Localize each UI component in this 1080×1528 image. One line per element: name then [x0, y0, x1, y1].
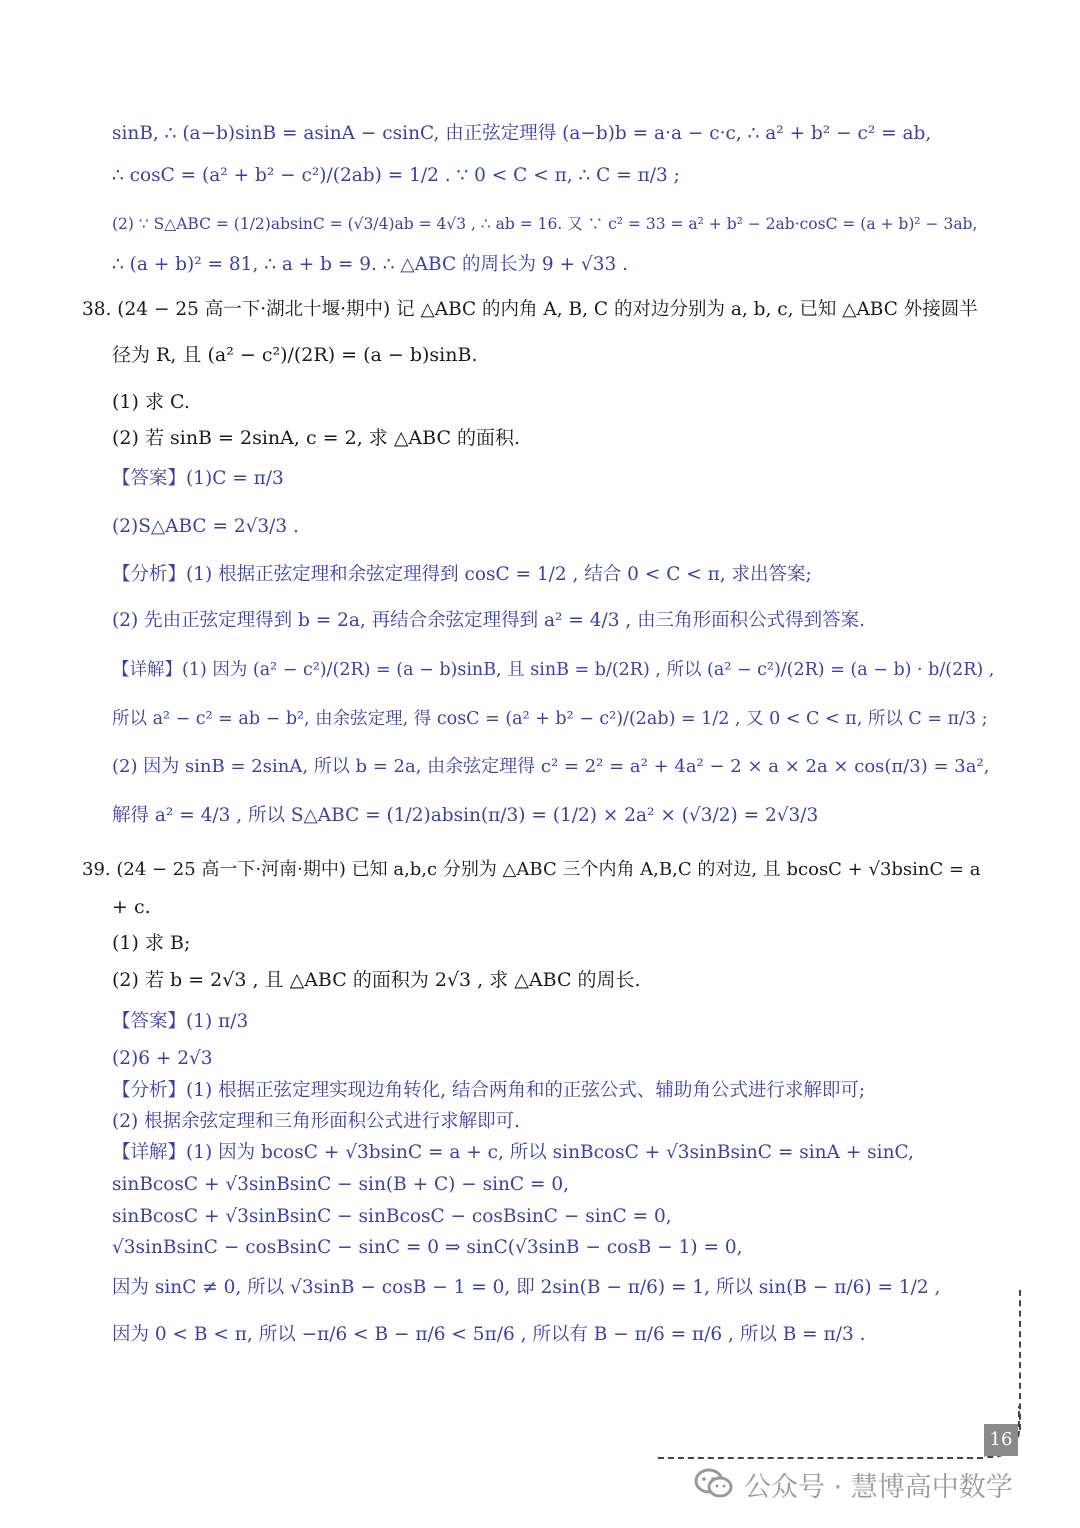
text-line: ∴ cosC = (a² + b² − c²)/(2ab) = 1/2 . ∵ 0 < C < π, ∴ C = π/3 ; [112, 165, 680, 186]
detail-38-line: (2) 因为 sinB = 2sinA, 所以 b = 2a, 由余弦定理得 c² = 2² = a² + 4a² − 2 × a × 2a × cos(π/3) = 3a², [112, 756, 990, 777]
watermark [694, 1462, 1013, 1506]
analysis-38-line: (2) 先由正弦定理得到 b = 2a, 再结合余弦定理得到 a² = 4/3 , 由三角形面积公式得到答案. [112, 610, 866, 631]
question-38-part-2: (2) 若 sinB = 2sinA, c = 2, 求 △ABC 的面积. [112, 427, 521, 449]
detail-38-line: 所以 a² − c² = ab − b², 由余弦定理, 得 cosC = (a² + b² − c²)/(2ab) = 1/2 , 又 0 < C < π, 所以 C = π/3 ; [112, 709, 988, 729]
text-line: (2) ∵ S△ABC = (1/2)absinC = (√3/4)ab = 4√3 , ∴ ab = 16. 又 ∵ c² = 33 = a² + b² − 2ab·cosC = (a + b)² − 3ab, [112, 215, 978, 233]
detail-39-line: √3sinBsinC − cosBsinC − sinC = 0 ⇒ sinC(√3sinB − cosB − 1) = 0, [112, 1237, 743, 1258]
watermark-text: 公众号 · 慧博高中数学 [744, 1471, 1013, 1503]
answer-38-line: 【答案】(1)C = π/3 [112, 468, 284, 489]
question-38-line: 径为 R, 且 (a² − c²)/(2R) = (a − b)sinB. [112, 344, 478, 366]
question-39-line: + c. [112, 896, 151, 918]
wechat-icon [694, 1468, 734, 1500]
answer-38-line: (2)S△ABC = 2√3/3 . [112, 516, 299, 537]
answer-39-line: (2)6 + 2√3 [112, 1048, 213, 1069]
question-39-part-1: (1) 求 B; [112, 932, 191, 954]
question-39-part-2: (2) 若 b = 2√3 , 且 △ABC 的面积为 2√3 , 求 △ABC 的周长. [112, 969, 641, 991]
analysis-38-line: 【分析】(1) 根据正弦定理和余弦定理得到 cosC = 1/2 , 结合 0 < C < π, 求出答案; [112, 564, 812, 585]
text-line: ∴ (a + b)² = 81, ∴ a + b = 9. ∴ △ABC 的周长为 9 + √33 . [112, 254, 628, 275]
question-38-line: 38. (24 − 25 高一下·湖北十堰·期中) 记 △ABC 的内角 A, B, C 的对边分别为 a, b, c, 已知 △ABC 外接圆半 [82, 299, 978, 320]
detail-39-line: sinBcosC + √3sinBsinC − sin(B + C) − sinC = 0, [112, 1174, 569, 1195]
detail-39-line: 因为 0 < B < π, 所以 −π/6 < B − π/6 < 5π/6 , 所以有 B − π/6 = π/6 , 所以 B = π/3 . [112, 1324, 866, 1345]
detail-38-line: 解得 a² = 4/3 , 所以 S△ABC = (1/2)absin(π/3) = (1/2) × 2a² × (√3/2) = 2√3/3 [112, 805, 819, 826]
detail-39-line: 因为 sinC ≠ 0, 所以 √3sinB − cosB − 1 = 0, 即 2sin(B − π/6) = 1, 所以 sin(B − π/6) = 1/2 , [112, 1277, 941, 1298]
page-border-bottom [658, 1457, 983, 1459]
detail-39-line: sinBcosC + √3sinBsinC − sinBcosC − cosBsinC − sinC = 0, [112, 1206, 672, 1227]
page-number: 16 [984, 1424, 1018, 1456]
detail-39-line: 【详解】(1) 因为 bcosC + √3bsinC = a + c, 所以 sinBcosC + √3sinBsinC = sinA + sinC, [112, 1142, 914, 1163]
answer-39-line: 【答案】(1) π/3 [112, 1011, 249, 1032]
analysis-39-line: 【分析】(1) 根据正弦定理实现边角转化, 结合两角和的正弦公式、辅助角公式进行求解即可; [112, 1080, 866, 1101]
analysis-39-line: (2) 根据余弦定理和三角形面积公式进行求解即可. [112, 1111, 520, 1132]
text-line: sinB, ∴ (a−b)sinB = asinA − csinC, 由正弦定理得 (a−b)b = a·a − c·c, ∴ a² + b² − c² = ab, [112, 123, 932, 144]
question-39-line: 39. (24 − 25 高一下·河南·期中) 已知 a,b,c 分别为 △ABC 三个内角 A,B,C 的对边, 且 bcosC + √3bsinC = a [82, 859, 981, 880]
question-38-part-1: (1) 求 C. [112, 391, 190, 413]
detail-38-line: 【详解】(1) 因为 (a² − c²)/(2R) = (a − b)sinB, 且 sinB = b/(2R) , 所以 (a² − c²)/(2R) = (a − b) · b/(2R) , [112, 660, 995, 680]
